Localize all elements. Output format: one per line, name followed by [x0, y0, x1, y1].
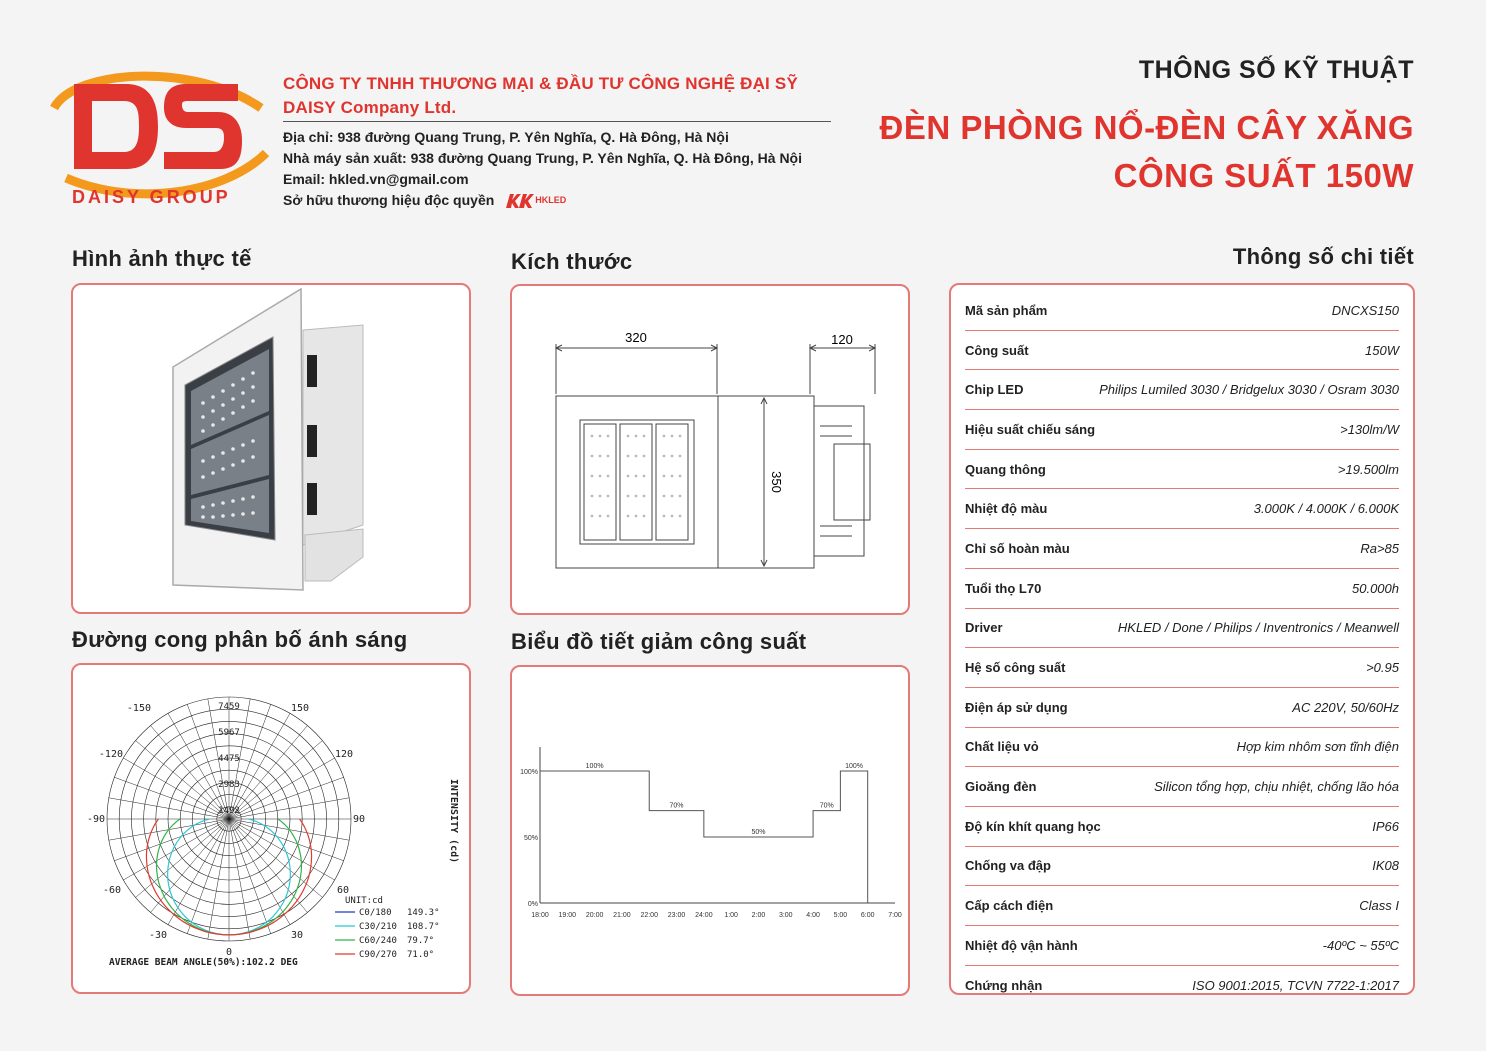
step-label: 70% — [669, 802, 684, 810]
spec-row — [965, 926, 1399, 966]
step-label: 100% — [845, 763, 863, 770]
spec-value: DNCXS150 — [1331, 302, 1399, 318]
polar-angle-label: -30 — [148, 930, 167, 941]
spec-value: Ra>85 — [1360, 540, 1399, 556]
company-factory: Nhà máy sản xuất: 938 đường Quang Trung, P. Yên Nghĩa, Q. Hà Đông, Hà Nội — [283, 150, 802, 166]
legend-value: 79.7° — [407, 936, 435, 946]
spec-value: IK08 — [1372, 858, 1399, 874]
spec-row — [965, 370, 1399, 410]
polar-radial-label: 1492 — [218, 806, 240, 816]
spec-label: Chống va đập — [965, 858, 1051, 874]
header-divider — [283, 121, 831, 122]
spec-row — [965, 886, 1399, 926]
spec-value: AC 220V, 50/60Hz — [1292, 699, 1399, 715]
section-title-dimensions: Kích thước — [511, 249, 633, 274]
logo-group-text: DAISY GROUP — [72, 187, 231, 207]
section-title-dimming: Biểu đồ tiết giảm công suất — [511, 629, 807, 654]
brand-owner-text: Sở hữu thương hiệu độc quyền — [283, 192, 495, 208]
polar-unit: UNIT:cd — [345, 896, 383, 906]
x-tick-label: 20:00 — [585, 912, 604, 919]
x-tick-label: 2:00 — [751, 912, 766, 919]
sheet-title: THÔNG SỐ KỸ THUẬT — [1138, 56, 1414, 84]
company-email: Email: hkled.vn@gmail.com — [283, 171, 469, 187]
spec-value: >0.95 — [1366, 660, 1399, 676]
dim-depth-label: 120 — [831, 332, 853, 347]
legend-name: C90/270 — [359, 950, 397, 960]
specs-panel — [949, 283, 1415, 995]
spec-row — [965, 291, 1399, 331]
polar-angle-label: -120 — [98, 749, 123, 760]
product-title-line2: CÔNG SUẤT 150W — [1113, 157, 1414, 194]
polar-radial-label: 7459 — [218, 702, 240, 712]
polar-angle-label: 120 — [335, 749, 354, 760]
spec-row — [965, 966, 1399, 1005]
spec-label: Quang thông — [965, 461, 1046, 477]
dimension-drawing — [512, 286, 908, 613]
polar-radial-label: 2983 — [218, 780, 240, 790]
spec-value: Hợp kim nhôm sơn tĩnh điện — [1236, 739, 1399, 755]
company-logo — [46, 68, 276, 218]
y-tick-label: 0% — [527, 901, 538, 908]
x-tick-label: 22:00 — [640, 912, 658, 919]
x-tick-label: 19:00 — [558, 912, 577, 919]
spec-value: 150W — [1365, 342, 1399, 358]
spec-value: Silicon tổng hợp, chịu nhiệt, chống lão hóa — [1154, 779, 1399, 795]
step-label: 50% — [751, 829, 766, 836]
spec-value: Class I — [1359, 898, 1399, 914]
x-tick-label: 21:00 — [613, 912, 631, 919]
spec-label: Tuổi thọ L70 — [965, 580, 1042, 596]
spec-label: Nhiệt độ màu — [965, 501, 1048, 517]
spec-row — [965, 767, 1399, 807]
spec-label: Chip LED — [965, 382, 1024, 398]
polar-angle-label: 150 — [291, 703, 310, 714]
beam-angle-text: AVERAGE BEAM ANGLE(50%):102.2 DEG — [109, 957, 298, 968]
product-photo — [73, 285, 469, 612]
spec-row — [965, 489, 1399, 529]
spec-label: Chỉ số hoàn màu — [965, 540, 1070, 556]
spec-label: Mã sản phẩm — [965, 302, 1048, 318]
spec-label: Công suất — [965, 342, 1029, 358]
dim-width-label: 320 — [625, 330, 647, 345]
dimming-panel — [510, 665, 910, 996]
spec-row — [965, 529, 1399, 569]
legend-value: 108.7° — [407, 922, 440, 932]
spec-value: HKLED / Done / Philips / Inventronics / Meanwell — [1117, 620, 1399, 636]
hkled-logo-text: HKLED — [535, 195, 567, 205]
product-title — [880, 104, 1414, 200]
polar-angle-label: 0 — [225, 947, 233, 958]
company-name-block — [283, 72, 798, 120]
specs-table — [951, 291, 1413, 1004]
y-tick-label: 100% — [520, 769, 538, 776]
spec-row — [965, 450, 1399, 490]
spec-label: Cấp cách điện — [965, 898, 1054, 914]
spec-value: ISO 9001:2015, TCVN 7722-1:2017 — [1192, 977, 1399, 993]
x-tick-label: 1:00 — [724, 912, 738, 919]
section-title-light-curve: Đường cong phân bố ánh sáng — [72, 627, 408, 652]
section-title-photo: Hình ảnh thực tế — [72, 246, 252, 271]
x-tick-label: 4:00 — [806, 912, 820, 919]
legend-name: C30/210 — [359, 922, 397, 932]
spec-row — [965, 331, 1399, 371]
y-tick-label: 50% — [523, 835, 538, 842]
dimming-line — [540, 771, 868, 903]
x-tick-label: 23:00 — [667, 912, 686, 919]
spec-label: Nhiệt độ vận hành — [965, 937, 1078, 953]
spec-value: 50.000h — [1352, 580, 1399, 596]
spec-label: Hệ số công suất — [965, 660, 1066, 676]
dimming-chart — [512, 667, 908, 994]
company-address: Địa chỉ: 938 đường Quang Trung, P. Yên Nghĩa, Q. Hà Đông, Hà Nội — [283, 129, 729, 145]
spec-row — [965, 728, 1399, 768]
spec-row — [965, 847, 1399, 887]
legend-name: C60/240 — [359, 936, 397, 946]
spec-label: Gioăng đèn — [965, 779, 1037, 795]
product-photo-panel — [71, 283, 471, 614]
spec-label: Chất liệu vỏ — [965, 739, 1039, 755]
hkled-logo — [504, 190, 566, 211]
x-tick-label: 6:00 — [860, 912, 875, 919]
brand-owner-line — [283, 190, 802, 211]
spec-value: >19.500lm — [1337, 461, 1399, 477]
spec-value: Philips Lumiled 3030 / Bridgelux 3030 / Osram 3030 — [1099, 382, 1399, 398]
legend-name: C0/180 — [359, 908, 392, 918]
x-tick-label: 3:00 — [778, 912, 793, 919]
spec-value: -40ºC ~ 55ºC — [1322, 937, 1399, 953]
spec-value: >130lm/W — [1340, 421, 1399, 437]
polar-angle-label: -90 — [86, 814, 105, 825]
legend-value: 71.0° — [407, 950, 435, 960]
polar-radial-label: 4475 — [218, 754, 240, 764]
polar-axis-title: INTENSITY (cd) — [448, 778, 459, 864]
polar-angle-label: -60 — [102, 885, 121, 896]
x-tick-label: 18:00 — [531, 912, 549, 919]
spec-row — [965, 688, 1399, 728]
product-title-line1: ĐÈN PHÒNG NỔ-ĐÈN CÂY XĂNG — [879, 109, 1414, 146]
spec-label: Driver — [965, 620, 1003, 636]
step-label: 100% — [585, 763, 604, 770]
polar-angle-label: -150 — [126, 703, 151, 714]
polar-radial-label: 5967 — [218, 728, 240, 738]
dim-height-label: 350 — [769, 471, 784, 493]
spec-label: Độ kín khít quang học — [965, 818, 1101, 834]
polar-angle-label: 30 — [291, 930, 304, 941]
company-name-vn: CÔNG TY TNHH THƯƠNG MẠI & ĐẦU TƯ CÔNG NGHỆ ĐẠI SỸ — [283, 74, 798, 93]
spec-row — [965, 410, 1399, 450]
spec-row — [965, 569, 1399, 609]
dimensions-panel — [510, 284, 910, 615]
legend-value: 149.3° — [407, 908, 440, 918]
spec-row — [965, 609, 1399, 649]
spec-label: Điện áp sử dụng — [965, 699, 1068, 715]
spec-row — [965, 648, 1399, 688]
polar-angle-label: 90 — [353, 814, 366, 825]
polar-angle-label: 60 — [337, 885, 350, 896]
light-curve-panel — [71, 663, 471, 994]
spec-label: Hiệu suất chiếu sáng — [965, 421, 1096, 437]
company-name-en: DAISY Company Ltd. — [283, 98, 457, 117]
spec-label: Chứng nhận — [965, 977, 1043, 993]
x-tick-label: 7:00 — [888, 912, 902, 919]
section-title-specs: Thông số chi tiết — [1232, 244, 1414, 269]
x-tick-label: 24:00 — [695, 912, 713, 919]
company-contact — [283, 127, 802, 211]
spec-row — [965, 807, 1399, 847]
x-tick-label: 5:00 — [833, 912, 848, 919]
spec-value: IP66 — [1372, 818, 1399, 834]
polar-chart — [73, 665, 469, 992]
step-label: 70% — [819, 802, 834, 810]
spec-value: 3.000K / 4.000K / 6.000K — [1253, 501, 1399, 517]
